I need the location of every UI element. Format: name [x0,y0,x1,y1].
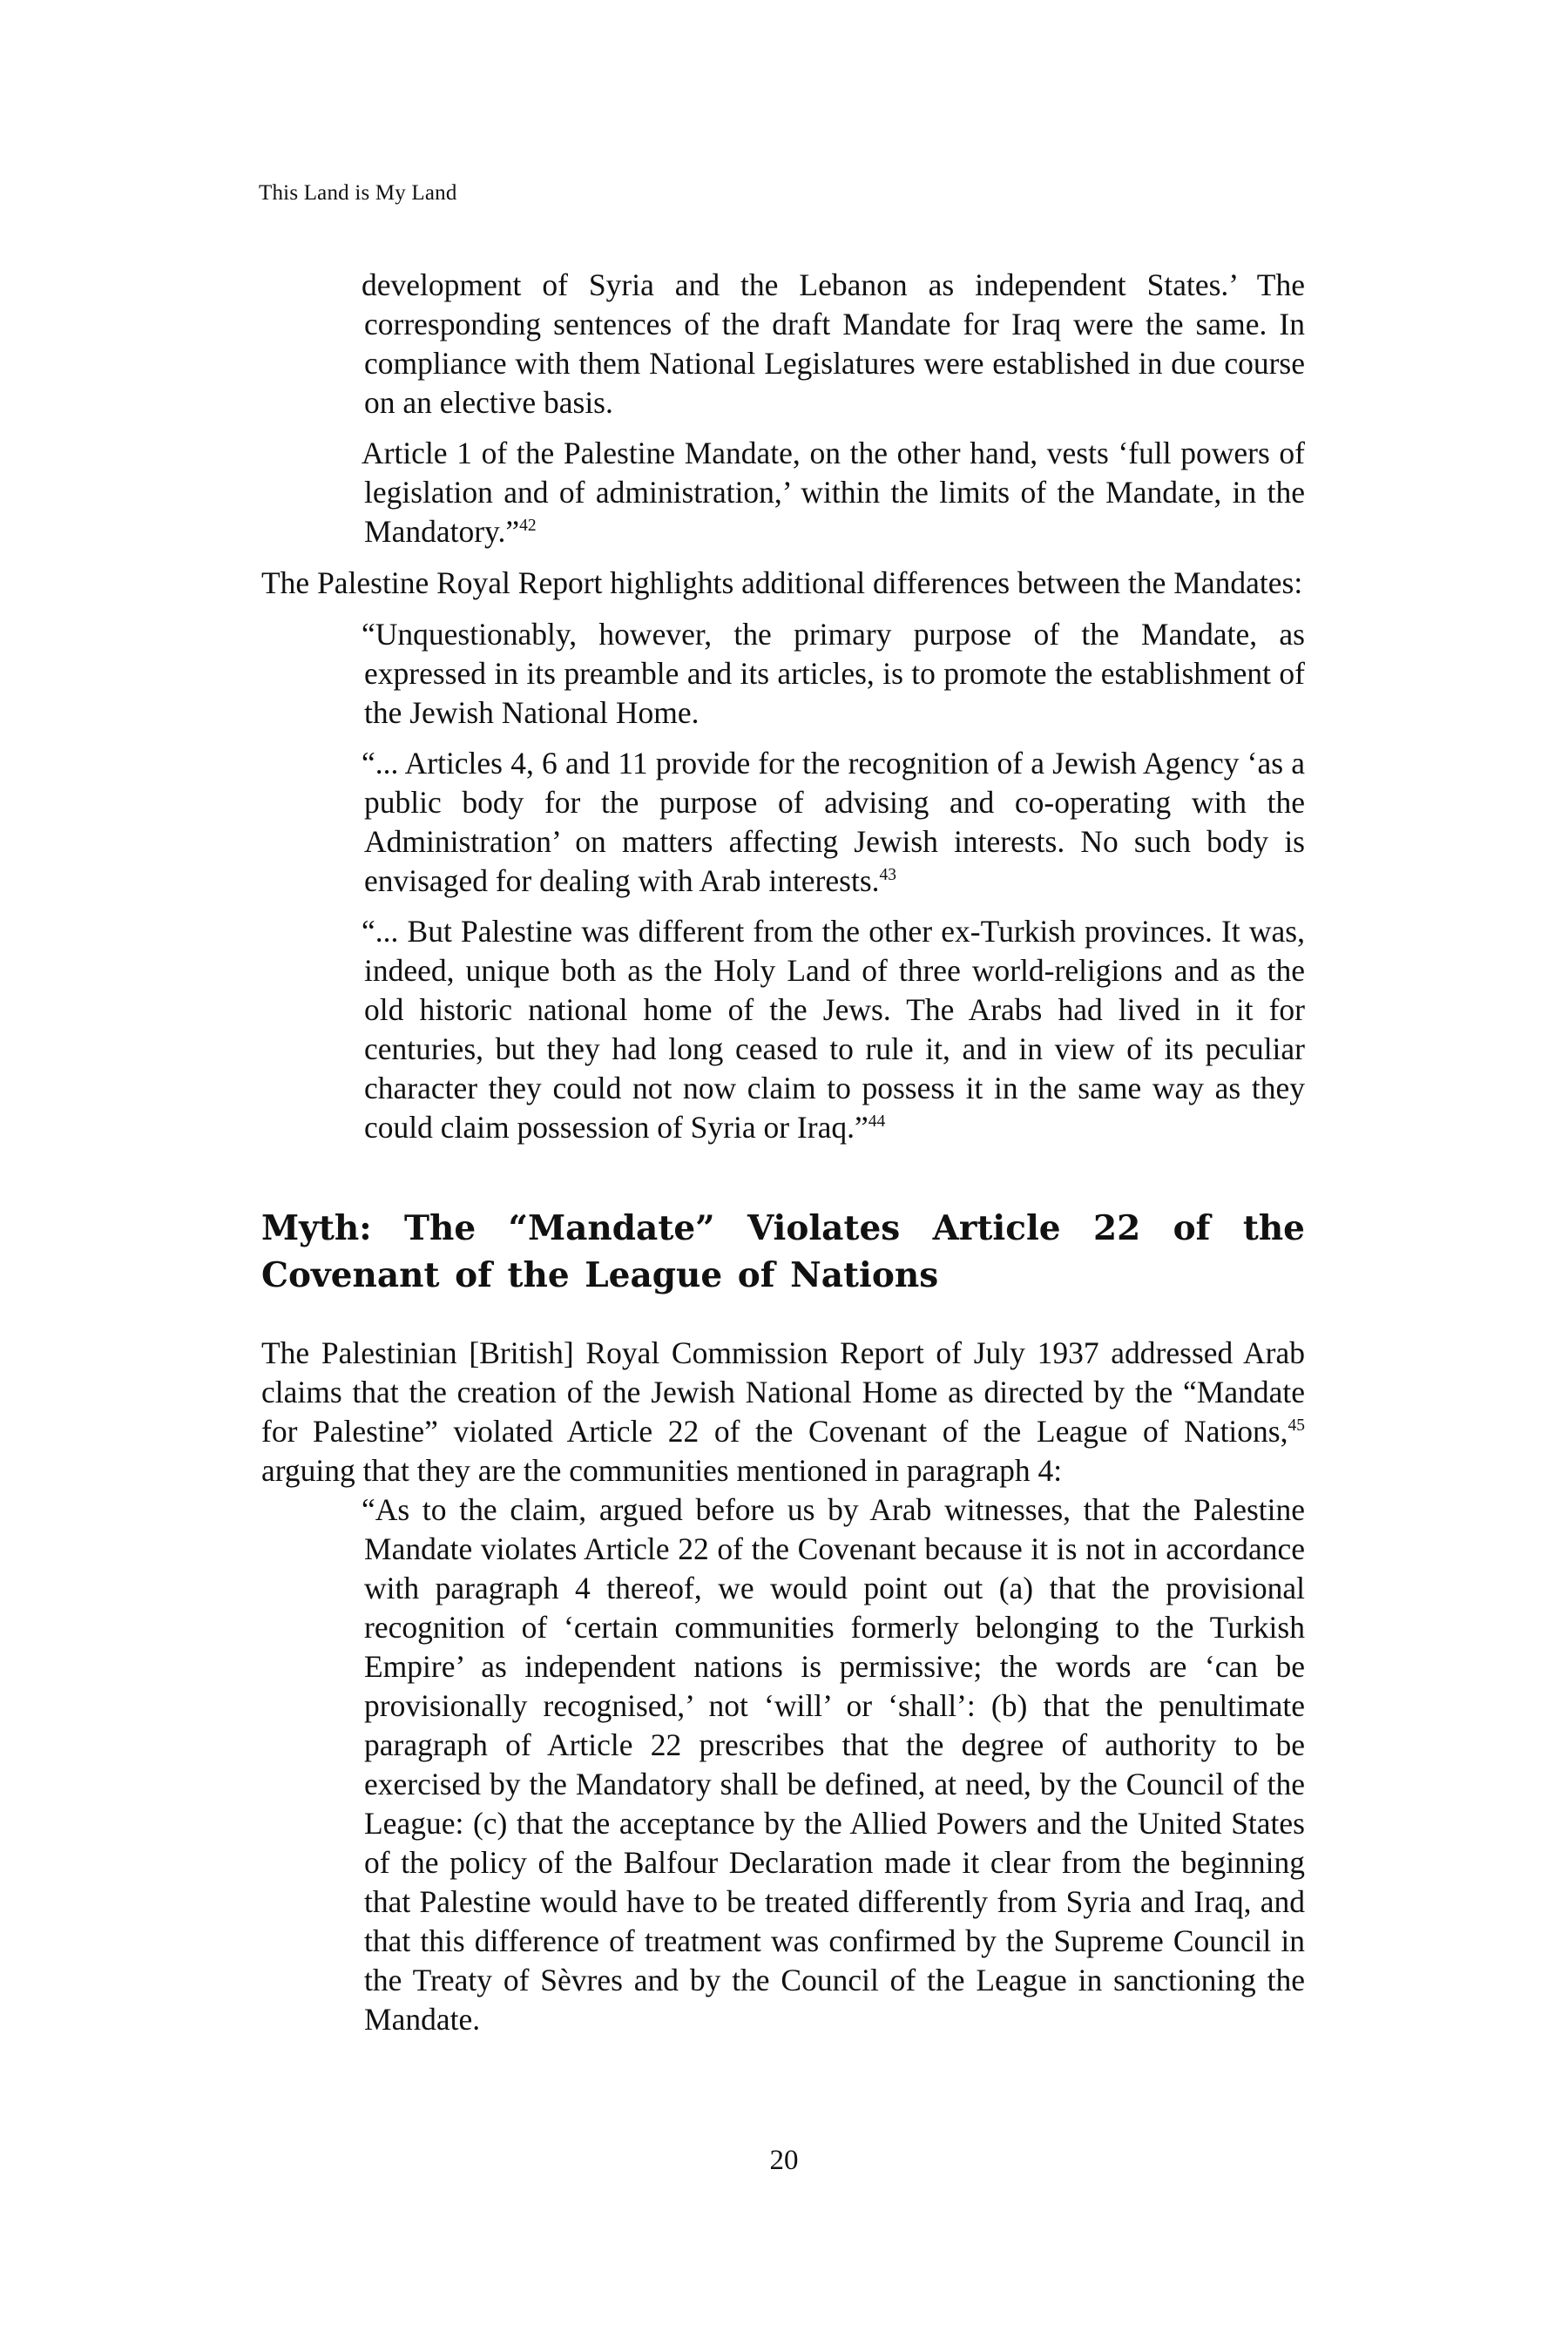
quote-continuation: development of Syria and the Lebanon as independent States.’ The corresponding sentences of the draft Mandate for Iraq were the same. In compliance with them National Legislatures were established in due course on an elective basis. [362,267,1305,420]
quote-article-22-claim: “As to the claim, argued before us by Arab witnesses, that the Palestine Mandate violates Article 22 of the Covenant because it is not in accordance with paragraph 4 thereof, we would point out (a) that the provisional recognition of ‘certain communities formerly belonging to the Turkish Empire’ as independent nations is permissive; the words are ‘can be provisionally recognised,’ not ‘will’ or ‘shall’: (b) that the penultimate paragraph of Article 22 prescribes that the degree of authority to be exercised by the Mandatory shall be defined, at need, by the Council of the League: (c) that the acceptance by the Allied Powers and the United States of the policy of the Balfour Declaration made it clear from the beginning that Palestine would have to be treated differently from Syria and Iraq, and that this difference of treatment was confirmed by the Supreme Council in the Treaty of Sèvres and by the Council of the League in sanctioning the Mandate. [362,1492,1305,2037]
quote-primary-purpose: “Unquestionably, however, the primary purpose of the Mandate, as expressed in its preamble and its articles, is to promote the establishment of the Jewish National Home. [362,617,1305,730]
body-royal-commission-text-1: The Palestinian [British] Royal Commission Report of July 1937 addressed Arab claims that the creation of the Jewish National Home as directed by the “Mandate for Palestine” violated Article 22 of the Covenant of the League of Nations, [261,1335,1305,1449]
intro-royal-report: The Palestine Royal Report highlights additional differences between the Mandates: [261,565,1303,600]
footnote-ref-42: 42 [519,517,537,536]
quote-jewish-agency [364,744,1305,901]
running-header: This Land is My Land [259,181,457,205]
quote-palestine-different [364,912,1305,1147]
footnote-ref-43: 43 [879,866,897,885]
quote-jewish-agency-text: “... Articles 4, 6 and 11 provide for the recognition of a Jewish Agency ‘as a public body for the purpose of advising and co-operating with the Administration’ on matters affecting Jewish interests. No such body is envisaged for dealing with Arab interests. [362,746,1305,898]
quote-article-1-paragraph [364,434,1305,551]
footnote-ref-44: 44 [868,1112,886,1132]
page-content [261,266,1305,2039]
body-royal-commission-text-2: arguing that they are the communities mentioned in paragraph 4: [261,1453,1063,1488]
body-royal-commission [261,1334,1305,1490]
quote-palestine-different-text: “... But Palestine was different from the other ex-Turkish provinces. It was, indeed, unique both as the Holy Land of three world-religions and as the old historic national home of the Jews. The Arabs had lived in it for centuries, but they had long ceased to rule it, and in view of its peculiar character they could not now claim to possess it in the same way as they could claim possession of Syria or Iraq.” [362,914,1305,1145]
page-number: 20 [769,2145,799,2176]
footnote-ref-45: 45 [1288,1416,1305,1436]
quote-article-1-text: Article 1 of the Palestine Mandate, on the other hand, vests ‘full powers of legislation and of administration,’ within the limits of the Mandate, in the Mandatory.” [362,436,1305,549]
section-heading: Myth: The “Mandate” Violates Article 22 of the Covenant of the League of Nations [261,1208,1305,1295]
